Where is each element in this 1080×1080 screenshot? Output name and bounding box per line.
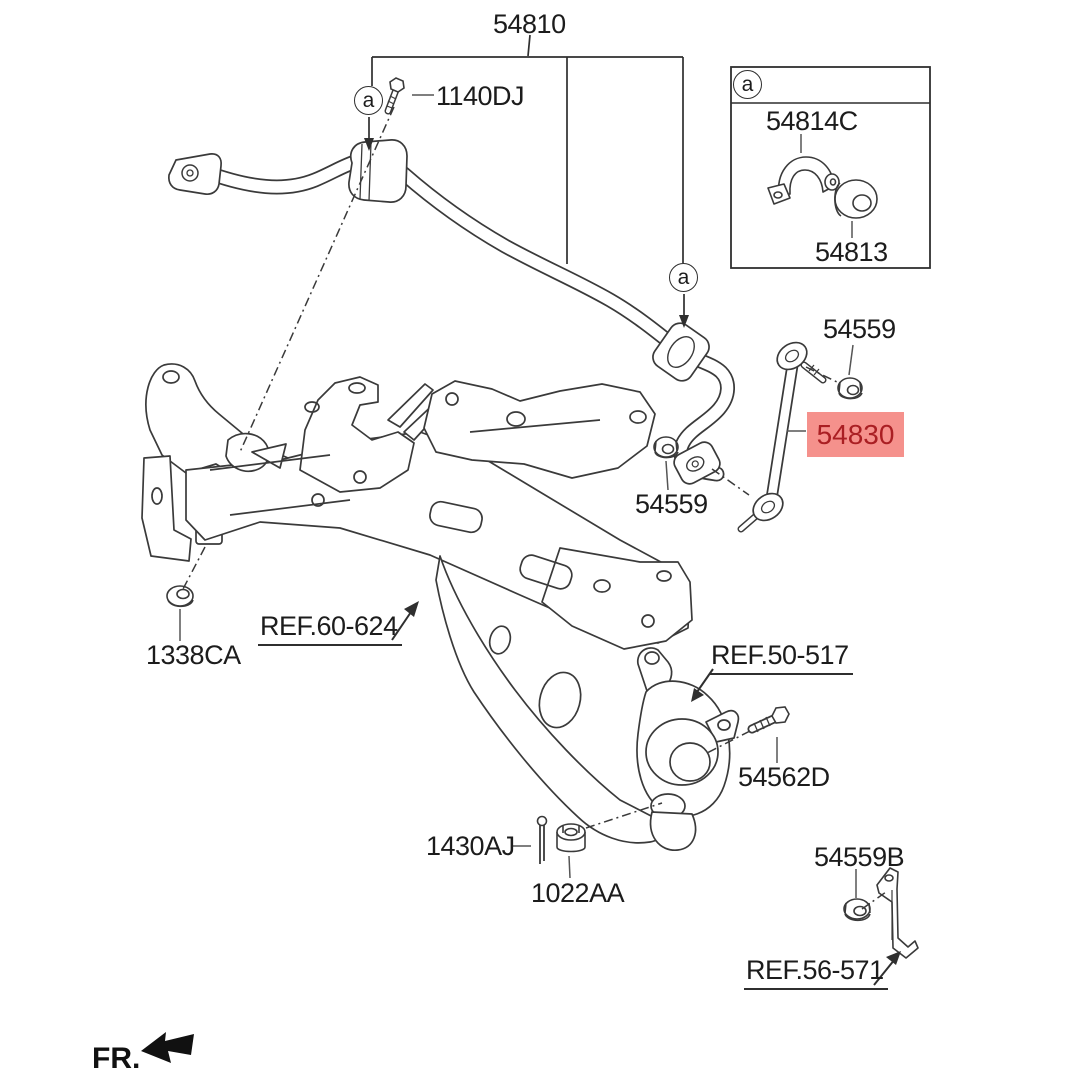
- part-label-54810[interactable]: 54810: [493, 9, 566, 39]
- bracket-ref-56-571: [877, 868, 918, 958]
- part-label-54814c[interactable]: 54814C: [766, 106, 858, 136]
- part-label-54813[interactable]: 54813: [815, 237, 888, 267]
- part-label-54559b[interactable]: 54559B: [814, 842, 905, 872]
- ref-link-60-624[interactable]: REF.60-624: [258, 612, 402, 646]
- part-label-1022aa[interactable]: 1022AA: [531, 878, 625, 908]
- part-label-54830: 54830: [816, 418, 895, 450]
- part-label-1140dj[interactable]: 1140DJ: [436, 81, 525, 111]
- callout-arrowheads: [364, 138, 689, 328]
- callout-marker-a-left: a: [354, 86, 383, 115]
- part-label-1430aj[interactable]: 1430AJ: [426, 831, 515, 861]
- part-label-54562d[interactable]: 54562D: [738, 762, 830, 792]
- callout-marker-a-detail-box: a: [733, 70, 762, 99]
- ref-link-56-571[interactable]: REF.56-571: [744, 956, 888, 990]
- cotter-pin-1430aj: [538, 817, 547, 865]
- part-label-1338ca[interactable]: 1338CA: [146, 640, 241, 670]
- bolt-1140dj: [387, 78, 404, 111]
- nut-54559-lower: [654, 437, 678, 458]
- callout-marker-a-right: a: [669, 263, 698, 292]
- flange-nut-1338ca: [167, 586, 193, 606]
- knuckle-drawing: [637, 648, 738, 850]
- knuckle-bolt-54562d: [752, 707, 789, 732]
- highlighted-part-label-54830[interactable]: [807, 412, 904, 457]
- part-label-54559-lower[interactable]: 54559: [635, 489, 708, 519]
- fr-indicator-label: FR.: [92, 1042, 141, 1075]
- bushing-54813-drawing: [835, 180, 877, 218]
- castle-nut-1022aa: [557, 824, 585, 852]
- nut-54559-upper: [838, 378, 862, 399]
- ref-link-50-517[interactable]: REF.50-517: [709, 641, 853, 675]
- fr-direction-arrow: [141, 1032, 194, 1063]
- nut-54559b: [844, 899, 870, 920]
- part-label-54559-upper[interactable]: 54559: [823, 314, 896, 344]
